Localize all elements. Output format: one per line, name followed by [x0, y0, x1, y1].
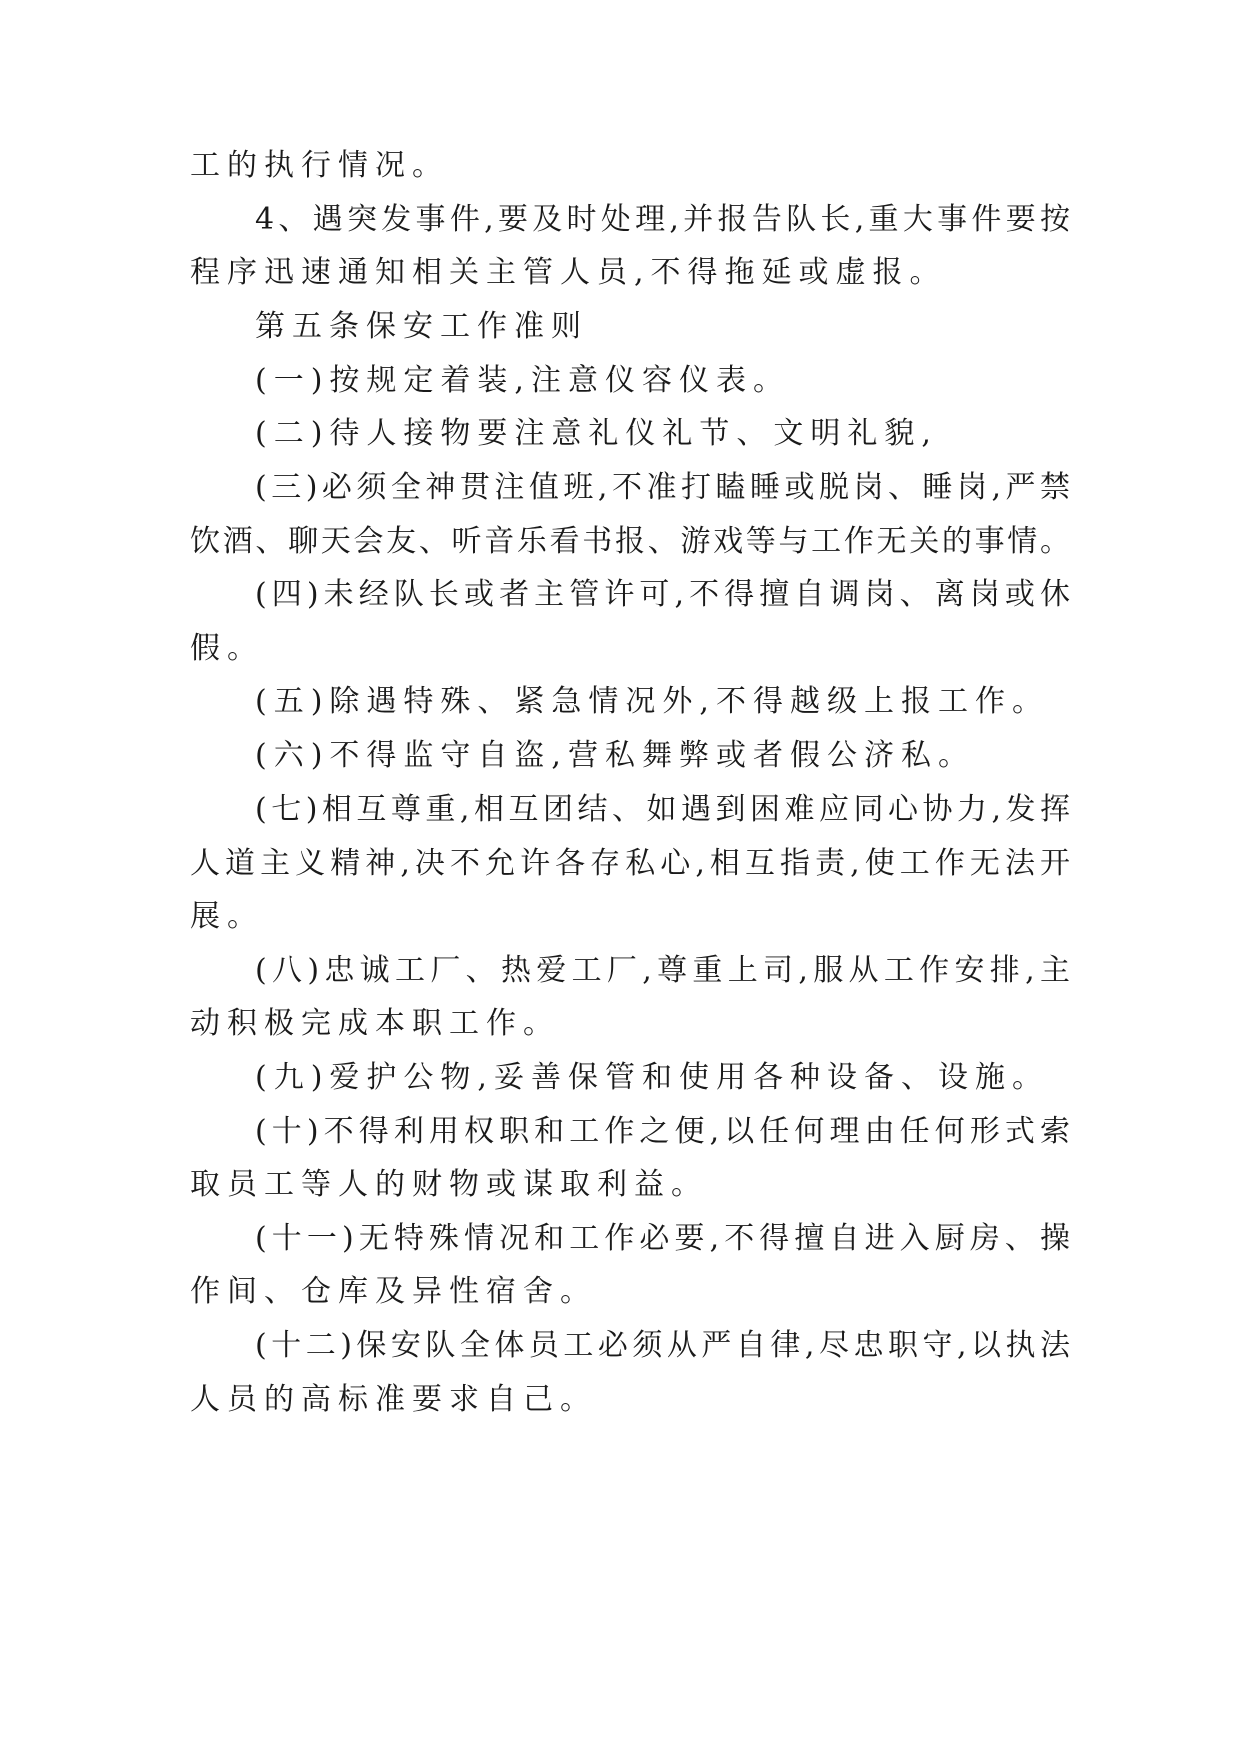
text-line: 取员工等人的财物或谋取利益。 — [190, 1167, 708, 1202]
text-line: 人道主义精神,决不允许各存私心,相互指责,使工作无法开 — [190, 846, 1070, 881]
text-line: 工的执行情况。 — [190, 148, 449, 183]
text-line: 假。 — [190, 631, 264, 666]
text-line: 程序迅速通知相关主管人员,不得拖延或虚报。 — [190, 255, 947, 290]
text-line: (七)相互尊重,相互团结、如遇到困难应同心协力,发挥 — [255, 792, 1070, 827]
text-line: (一)按规定着装,注意仪容仪表。 — [255, 363, 790, 398]
text-line: (九)爱护公物,妥善保管和使用各种设备、设施。 — [255, 1060, 1049, 1095]
text-line: (十)不得利用权职和工作之便,以任何理由任何形式索 — [255, 1114, 1070, 1149]
text-line: (十二)保安队全体员工必须从严自律,尽忠职守,以执法 — [255, 1328, 1070, 1363]
section-heading: 第五条保安工作准则 — [255, 309, 588, 344]
text-line: (四)未经队长或者主管许可,不得擅自调岗、离岗或休 — [255, 577, 1070, 612]
text-line: (十一)无特殊情况和工作必要,不得擅自进入厨房、操 — [255, 1221, 1070, 1256]
text-line: 4、遇突发事件,要及时处理,并报告队长,重大事件要按 — [255, 202, 1070, 237]
text-line: 作间、仓库及异性宿舍。 — [190, 1274, 597, 1309]
text-line: 动积极完成本职工作。 — [190, 1006, 560, 1041]
text-line: 饮酒、聊天会友、听音乐看书报、游戏等与工作无关的事情。 — [190, 524, 1070, 559]
text-line: (八)忠诚工厂、热爱工厂,尊重上司,服从工作安排,主 — [255, 953, 1070, 988]
text-line: (六)不得监守自盗,营私舞弊或者假公济私。 — [255, 738, 975, 773]
text-line: (五)除遇特殊、紧急情况外,不得越级上报工作。 — [255, 684, 1049, 719]
text-line: 展。 — [190, 899, 264, 934]
text-line: 人员的高标准要求自己。 — [190, 1382, 597, 1417]
text-line: (三)必须全神贯注值班,不准打瞌睡或脱岗、睡岗,严禁 — [255, 470, 1070, 505]
text-line: (二)待人接物要注意礼仪礼节、文明礼貌, — [255, 416, 938, 451]
